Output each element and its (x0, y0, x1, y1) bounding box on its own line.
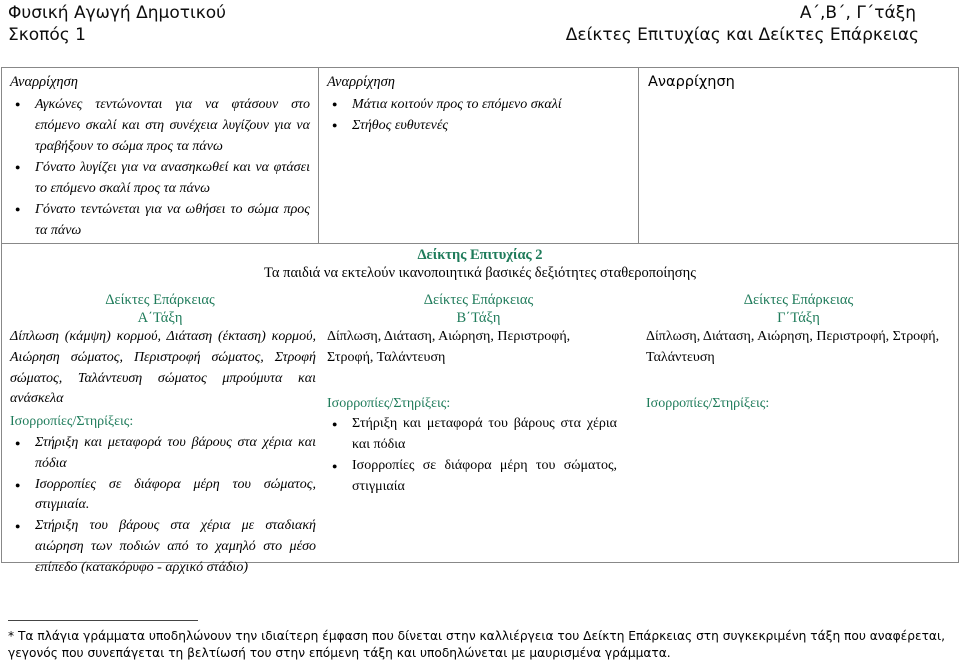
grade-label: Γ΄Τάξη (777, 310, 820, 326)
top-cell-col1 (10, 72, 310, 241)
grid-line-mid (1, 243, 959, 244)
list-item: ● Αγκώνες τεντώνονται για να φτάσουν στο επόμενο σκαλί και στη συνέχεια λυγίζουν για να τραβήξουν το σώμα προς τα πάνω (10, 94, 310, 157)
grade-c-header (639, 291, 958, 327)
grid-line-top (1, 67, 959, 68)
list-item: ● Στήθος ευθυτενές (327, 115, 627, 136)
grade-c-content (646, 327, 946, 414)
cell-title: Αναρρίχηση (327, 74, 395, 90)
top-cell-col2 (327, 72, 627, 136)
list-item: ● Στήριξη και μεταφορά του βάρους στα χέρια και πόδια (10, 433, 316, 475)
cell-title: Αναρρίχηση (10, 74, 78, 90)
list-item: ● Στήριξη και μεταφορά του βάρους στα χέρια και πόδια (327, 414, 617, 456)
column-heading: Δείκτες Επάρκειας (423, 292, 534, 308)
grades-label: Α΄,Β΄, Γ΄τάξη (799, 3, 916, 23)
indicator-title: Δείκτης Επιτυχίας 2 (417, 247, 543, 263)
footnote: * Τα πλάγια γράμματα υποδηλώνουν την ιδιαίτερη έμφαση που δίνεται στην καλλιέργεια του Δείκτη Επάρκειας στη συγκεκριμένη τάξη που αναφέρεται, γεγονός που συνεπάγεται τη βελτίωσή του στην επόμενη τάξη και υποδηλώνεται με μαυρισμένα γράμματα. (8, 629, 945, 660)
list-item: ● Ισορροπίες σε διάφορα μέρη του σώματος, στιγμιαία (327, 456, 617, 498)
grade-a-content (10, 327, 316, 579)
grid-line-v1 (318, 67, 319, 243)
list-item: ● Γόνατο λυγίζει για να ανασηκωθεί και να φτάσει το επόμενο σκαλί προς τα πάνω (10, 157, 310, 199)
list-item: ● Στήριξη του βάρους στα χέρια με σταδιακή αιώρηση των ποδιών από το χαμηλό στο μέσο επίπεδο (κατακόρυφο - αρχικό στάδιο) (10, 516, 316, 578)
balance-title: Ισορροπίες/Στηρίξεις: (10, 414, 134, 430)
grade-a-header (2, 291, 318, 327)
footnote-separator (8, 620, 198, 621)
skills-description: Δίπλωση, Διάταση, Αιώρηση, Περιστροφή, Στροφή, Ταλάντευση (646, 329, 940, 365)
page-subtitle: Δείκτες Επιτυχίας και Δείκτες Επάρκειας (565, 25, 919, 45)
indicator-subtitle: Τα παιδιά να εκτελούν ικανοποιητικά βασικές δεξιότητες σταθεροποίησης (264, 265, 696, 281)
cell-title: Αναρρίχηση (648, 74, 735, 90)
subject-title: Φυσική Αγωγή Δημοτικού (8, 3, 226, 23)
grade-label: Β΄Τάξη (456, 310, 501, 326)
goal-label: Σκοπός 1 (8, 25, 86, 45)
grid-line-right (958, 67, 959, 563)
grade-b-content (327, 327, 617, 498)
grid-line-v2 (638, 67, 639, 243)
list-item: ● Μάτια κοιτούν προς το επόμενο σκαλί (327, 94, 627, 115)
indicator-block (0, 246, 960, 282)
top-cell-col3 (648, 72, 948, 93)
column-heading: Δείκτες Επάρκειας (105, 292, 215, 308)
balance-title: Ισορροπίες/Στηρίξεις: (646, 395, 770, 411)
skills-description: Δίπλωση (κάμψη) κορμού, Διάταση (έκταση) κορμού, Αιώρηση σώματος, Περιστροφή σώματος, Στροφή σώματος, Ταλάντευση σώματος μπρούμυτα και ανάσκελα (10, 329, 316, 407)
grade-b-header (319, 291, 638, 327)
grade-label: Α΄Τάξη (137, 310, 183, 326)
list-item: ● Γόνατο τεντώνεται για να ωθήσει το σώμα προς τα πάνω (10, 199, 310, 241)
column-heading: Δείκτες Επάρκειας (743, 292, 854, 308)
list-item: ● Ισορροπίες σε διάφορα μέρη του σώματος, στιγμιαία. (10, 475, 316, 517)
skills-description: Δίπλωση, Διάταση, Αιώρηση, Περιστροφή, Στροφή, Ταλάντευση (327, 329, 571, 365)
balance-title: Ισορροπίες/Στηρίξεις: (327, 395, 451, 411)
